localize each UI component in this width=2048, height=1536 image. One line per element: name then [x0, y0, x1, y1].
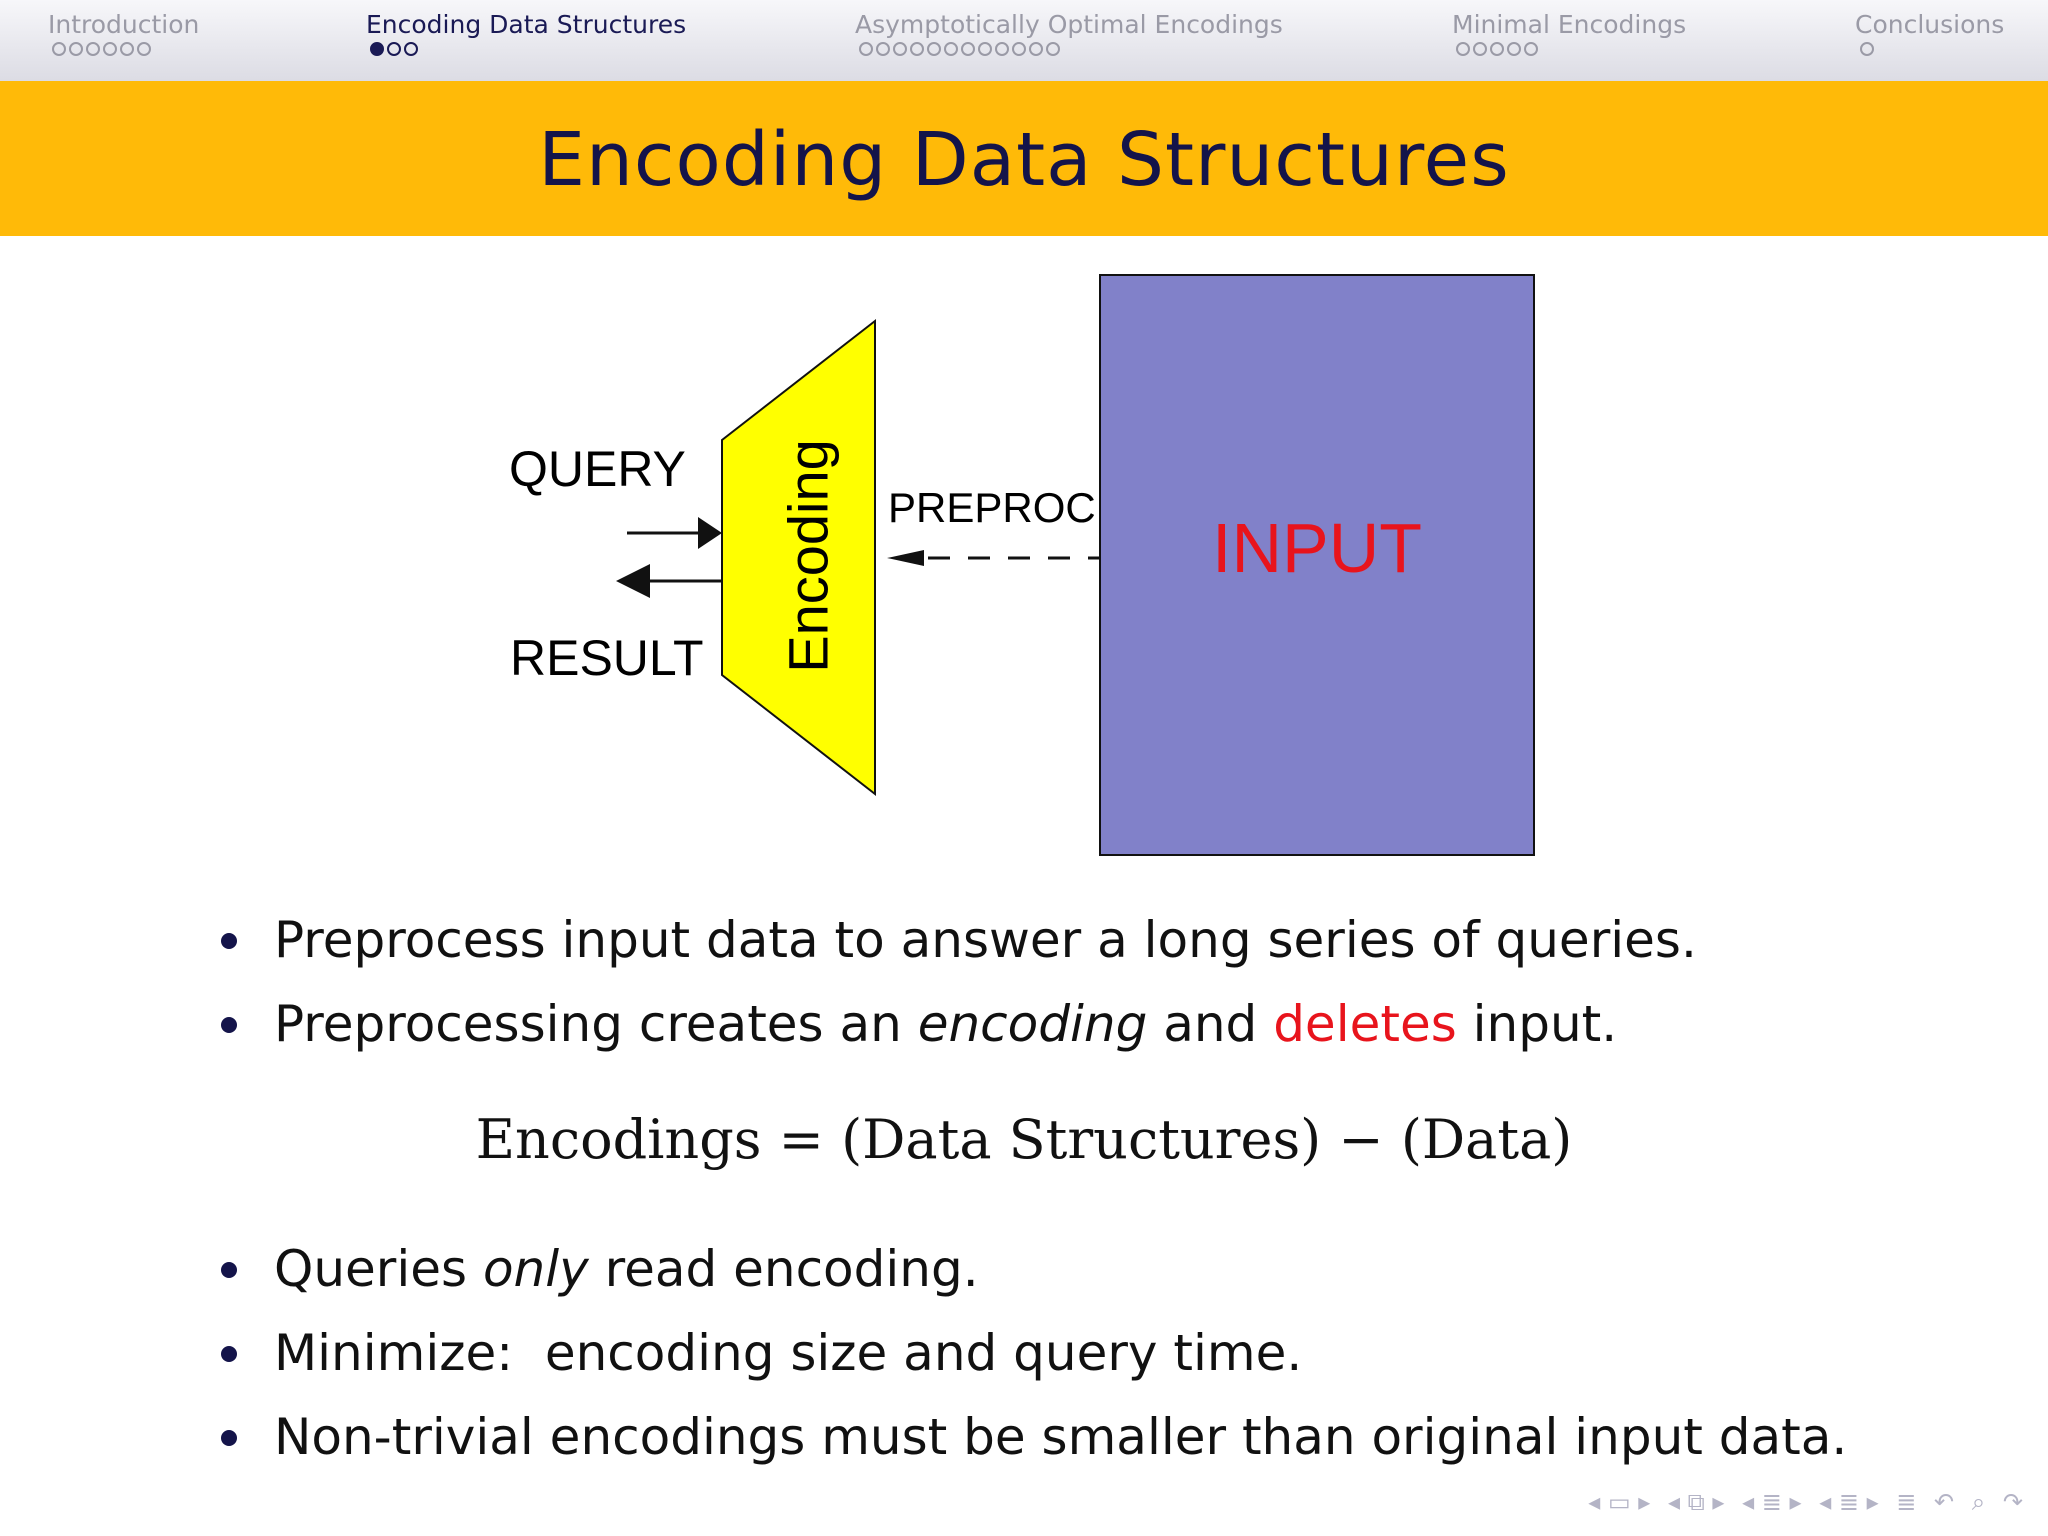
frame-dot[interactable]: [995, 42, 1009, 56]
frame-dot[interactable]: [1029, 42, 1043, 56]
bullet-text: Minimize: encoding size and query time.: [274, 1324, 1303, 1382]
encodings-equation: Encodings = (Data Structures) − (Data): [475, 1108, 1573, 1171]
diagram-shapes: [0, 236, 2048, 876]
nav-search-icon[interactable]: ⌕: [1971, 1488, 1986, 1516]
bullet-item: [210, 1395, 1847, 1479]
frame-dot[interactable]: [1524, 42, 1538, 56]
frame-dot[interactable]: [1456, 42, 1470, 56]
encoding-label: Encoding: [776, 439, 840, 673]
nav-back-forward-icon[interactable]: ↶: [1934, 1488, 1955, 1516]
bullet-item: [210, 898, 1697, 982]
nav-section-asymptotically-optimal-encodings[interactable]: [855, 10, 1283, 39]
emphasis-encoding: encoding: [917, 995, 1148, 1053]
nav-frame-dots-conclusions: [1860, 41, 1877, 63]
bullet-item: [210, 982, 1697, 1066]
preproc-arrowhead: [887, 550, 924, 566]
result-label: RESULT: [510, 630, 704, 686]
frame-dot[interactable]: [137, 42, 151, 56]
section-navigation-bar: [0, 0, 2048, 81]
bullet-text: input.: [1456, 995, 1618, 1053]
bullet-icon: [221, 933, 237, 949]
nav-section-minimal-encodings[interactable]: [1452, 10, 1686, 39]
nav-frame-dots-encoding-data-structures: [370, 41, 421, 63]
slide-title-bar: [0, 81, 2048, 236]
frame-dot[interactable]: [1490, 42, 1504, 56]
bullet-icon: [221, 1262, 237, 1278]
bullet-list-bottom: [210, 1227, 1847, 1479]
bullet-icon: [221, 1017, 237, 1033]
nav-section-icon[interactable]: ◂ ≣ ▸: [1742, 1488, 1802, 1516]
nav-section-label: Encoding Data Structures: [366, 10, 687, 39]
nav-section-label: Conclusions: [1855, 10, 2005, 39]
bullet-icon: [221, 1430, 237, 1446]
emphasis-only: only: [482, 1240, 589, 1298]
bullet-text: Queries: [274, 1240, 483, 1298]
bullet-icon: [221, 1346, 237, 1362]
frame-dot[interactable]: [893, 42, 907, 56]
frame-dot[interactable]: [69, 42, 83, 56]
query-arrowhead: [698, 517, 722, 549]
frame-dot[interactable]: [1860, 42, 1874, 56]
nav-frame-icon[interactable]: ◂ ▭ ▸: [1588, 1488, 1651, 1516]
preproc-label: PREPROC: [888, 484, 1096, 531]
nav-section-introduction[interactable]: [48, 10, 199, 39]
nav-section-conclusions[interactable]: [1855, 10, 2004, 39]
frame-dot[interactable]: [1507, 42, 1521, 56]
query-label: QUERY: [509, 441, 686, 497]
frame-dot[interactable]: [978, 42, 992, 56]
frame-dot[interactable]: [876, 42, 890, 56]
input-block: [1099, 274, 1535, 856]
bullet-text: read encoding.: [588, 1240, 979, 1298]
bullet-text: Preprocess input data to answer a long series of queries.: [274, 911, 1697, 969]
frame-dot[interactable]: [1046, 42, 1060, 56]
frame-dot[interactable]: [944, 42, 958, 56]
highlight-deletes: deletes: [1273, 995, 1457, 1053]
frame-dot-current[interactable]: [370, 42, 384, 56]
nav-section-encoding-data-structures[interactable]: [366, 10, 686, 39]
frame-dot[interactable]: [404, 42, 418, 56]
frame-dot[interactable]: [927, 42, 941, 56]
input-label: INPUT: [1212, 509, 1422, 587]
nav-document-icon[interactable]: ◂ ≣ ▸: [1819, 1488, 1879, 1516]
frame-dot[interactable]: [1473, 42, 1487, 56]
bullet-text: Preprocessing creates an: [274, 995, 918, 1053]
nav-forward-icon[interactable]: ↷: [2002, 1488, 2023, 1516]
slide-title: Encoding Data Structures: [538, 117, 1510, 203]
nav-frame-dots-introduction: [52, 41, 154, 63]
bullet-list-top: [210, 898, 1697, 1066]
frame-dot[interactable]: [52, 42, 66, 56]
frame-dot[interactable]: [103, 42, 117, 56]
frame-dot[interactable]: [910, 42, 924, 56]
bullet-item: [210, 1227, 1847, 1311]
frame-dot[interactable]: [961, 42, 975, 56]
frame-dot[interactable]: [387, 42, 401, 56]
bullet-text: Non-trivial encodings must be smaller than original input data.: [274, 1408, 1848, 1466]
bullet-text: and: [1147, 995, 1274, 1053]
encoding-diagram: [0, 236, 2048, 876]
bullet-item: [210, 1311, 1847, 1395]
beamer-navigation-symbols: [1583, 1488, 2028, 1522]
nav-section-label: Asymptotically Optimal Encodings: [855, 10, 1283, 39]
frame-dot[interactable]: [86, 42, 100, 56]
nav-subsection-icon[interactable]: ◂ ⧉ ▸: [1667, 1488, 1725, 1516]
nav-section-label: Minimal Encodings: [1452, 10, 1687, 39]
nav-frame-dots-minimal-encodings: [1456, 41, 1541, 63]
nav-section-label: Introduction: [48, 10, 200, 39]
frame-dot[interactable]: [859, 42, 873, 56]
frame-dot[interactable]: [120, 42, 134, 56]
nav-appendix-icon[interactable]: ≣: [1896, 1488, 1917, 1516]
nav-frame-dots-asymptotically-optimal-encodings: [859, 41, 1063, 63]
result-arrowhead: [616, 564, 650, 598]
frame-dot[interactable]: [1012, 42, 1026, 56]
